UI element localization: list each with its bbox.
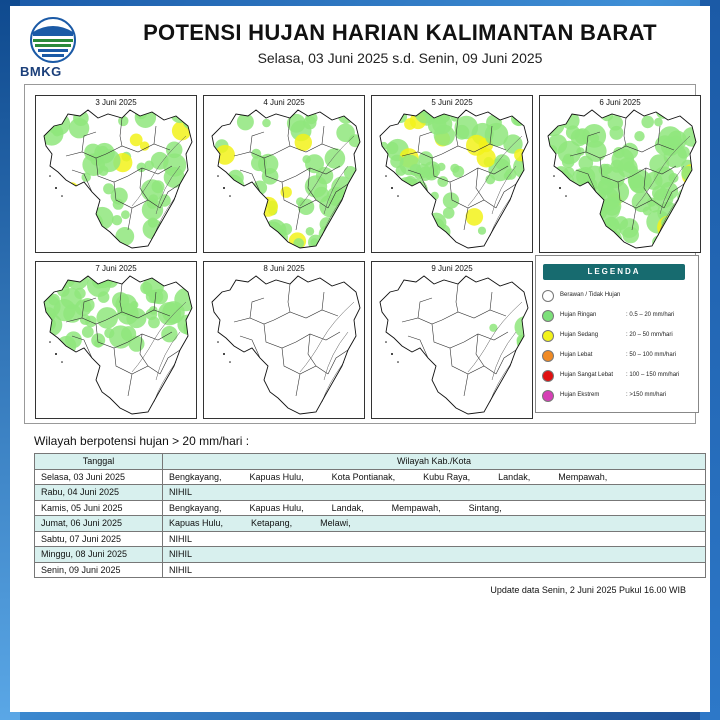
legend-swatch-icon — [542, 350, 554, 362]
region-name: Kapuas Hulu, — [249, 471, 304, 482]
row-regions — [163, 469, 706, 485]
region-name: NIHIL — [169, 549, 193, 560]
row-date: Selasa, 03 Juni 2025 — [35, 469, 163, 485]
map-date: 4 Juni 2025 — [263, 98, 305, 107]
region-name: Landak, — [498, 471, 531, 482]
map-date: 6 Juni 2025 — [599, 98, 641, 107]
col-header-region: Wilayah Kab./Kota — [163, 454, 706, 470]
col-header-date: Tanggal — [35, 454, 163, 470]
legend-label: Hujan Sangat Lebat — [560, 372, 614, 378]
update-note: Update data Senin, 2 Juni 2025 Pukul 16.00 WIB — [490, 585, 686, 595]
kalbar-map-icon — [540, 96, 701, 253]
region-name: Kapuas Hulu, — [169, 518, 224, 529]
row-date: Jumat, 06 Juni 2025 — [35, 516, 163, 532]
legend-label: Hujan Ringan — [560, 312, 597, 318]
map-panel — [35, 261, 197, 419]
map-frame — [24, 84, 696, 424]
legend-swatch-icon — [542, 330, 554, 342]
legend-range: : 100 – 150 mm/hari — [626, 372, 680, 378]
region-name: NIHIL — [169, 533, 193, 544]
legend-swatch-icon — [542, 310, 554, 322]
legend-swatch-icon — [542, 390, 554, 402]
map-panel — [203, 261, 365, 419]
logo-text: BMKG — [20, 64, 62, 79]
kalbar-map-icon — [36, 262, 197, 419]
section-label: Wilayah berpotensi hujan > 20 mm/hari : — [34, 434, 250, 448]
row-regions — [163, 485, 706, 501]
region-name: Melawi, — [320, 518, 351, 529]
legend-item — [542, 328, 692, 344]
infographic-card — [10, 6, 710, 712]
region-name: NIHIL — [169, 487, 193, 498]
row-date: Rabu, 04 Juni 2025 — [35, 485, 163, 501]
row-date: Sabtu, 07 Juni 2025 — [35, 531, 163, 547]
legend-title: LEGENDA — [543, 264, 685, 280]
region-name: Bengkayang, — [169, 471, 222, 482]
legend-range: : 0.5 – 20 mm/hari — [626, 312, 675, 318]
region-name: Mempawah, — [558, 471, 608, 482]
table-row — [35, 562, 706, 578]
legend-item — [542, 288, 692, 304]
legend-label: Hujan Ekstrem — [560, 392, 600, 398]
legend-label: Berawan / Tidak Hujan — [560, 292, 621, 298]
row-regions — [163, 547, 706, 563]
map-panel — [371, 95, 533, 253]
legend-swatch-icon — [542, 370, 554, 382]
row-date: Minggu, 08 Juni 2025 — [35, 547, 163, 563]
legend-item — [542, 388, 692, 404]
table-row — [35, 485, 706, 501]
row-date: Kamis, 05 Juni 2025 — [35, 500, 163, 516]
map-date: 7 Juni 2025 — [95, 264, 137, 273]
legend-range: : >150 mm/hari — [626, 392, 667, 398]
table-header-row — [35, 454, 706, 470]
row-regions — [163, 500, 706, 516]
map-panel — [203, 95, 365, 253]
row-date: Senin, 09 Juni 2025 — [35, 562, 163, 578]
region-name: Bengkayang, — [169, 502, 222, 513]
legend-range: : 50 – 100 mm/hari — [626, 352, 677, 358]
table-row — [35, 516, 706, 532]
page-subtitle: Selasa, 03 Juni 2025 s.d. Senin, 09 Juni 2025 — [257, 50, 543, 66]
region-name: NIHIL — [169, 564, 193, 575]
kalbar-map-icon — [372, 262, 533, 419]
page-title: POTENSI HUJAN HARIAN KALIMANTAN BARAT — [143, 20, 657, 45]
region-name: Landak, — [331, 502, 364, 513]
region-table — [34, 453, 706, 578]
region-name: Kapuas Hulu, — [249, 502, 304, 513]
table-row — [35, 547, 706, 563]
legend-item — [542, 368, 692, 384]
kalbar-map-icon — [372, 96, 533, 253]
kalbar-map-icon — [204, 96, 365, 253]
row-regions — [163, 531, 706, 547]
region-name: Sintang, — [468, 502, 502, 513]
kalbar-map-icon — [36, 96, 197, 253]
legend-label: Hujan Sedang — [560, 332, 599, 338]
legend-item — [542, 348, 692, 364]
region-name: Kubu Raya, — [423, 471, 471, 482]
legend — [535, 255, 699, 413]
legend-range: : 20 – 50 mm/hari — [626, 332, 673, 338]
table-row — [35, 531, 706, 547]
row-regions — [163, 516, 706, 532]
map-panel — [35, 95, 197, 253]
map-date: 8 Juni 2025 — [263, 264, 305, 273]
map-panel — [539, 95, 701, 253]
legend-item — [542, 308, 692, 324]
map-date: 5 Juni 2025 — [431, 98, 473, 107]
map-date: 9 Juni 2025 — [431, 264, 473, 273]
legend-label: Hujan Lebat — [560, 352, 593, 358]
map-panel — [371, 261, 533, 419]
kalbar-map-icon — [204, 262, 365, 419]
table-row — [35, 500, 706, 516]
table-row — [35, 469, 706, 485]
legend-swatch-icon — [542, 290, 554, 302]
row-regions — [163, 562, 706, 578]
region-name: Ketapang, — [251, 518, 293, 529]
map-date: 3 Juni 2025 — [95, 98, 137, 107]
region-name: Mempawah, — [391, 502, 441, 513]
region-name: Kota Pontianak, — [331, 471, 396, 482]
